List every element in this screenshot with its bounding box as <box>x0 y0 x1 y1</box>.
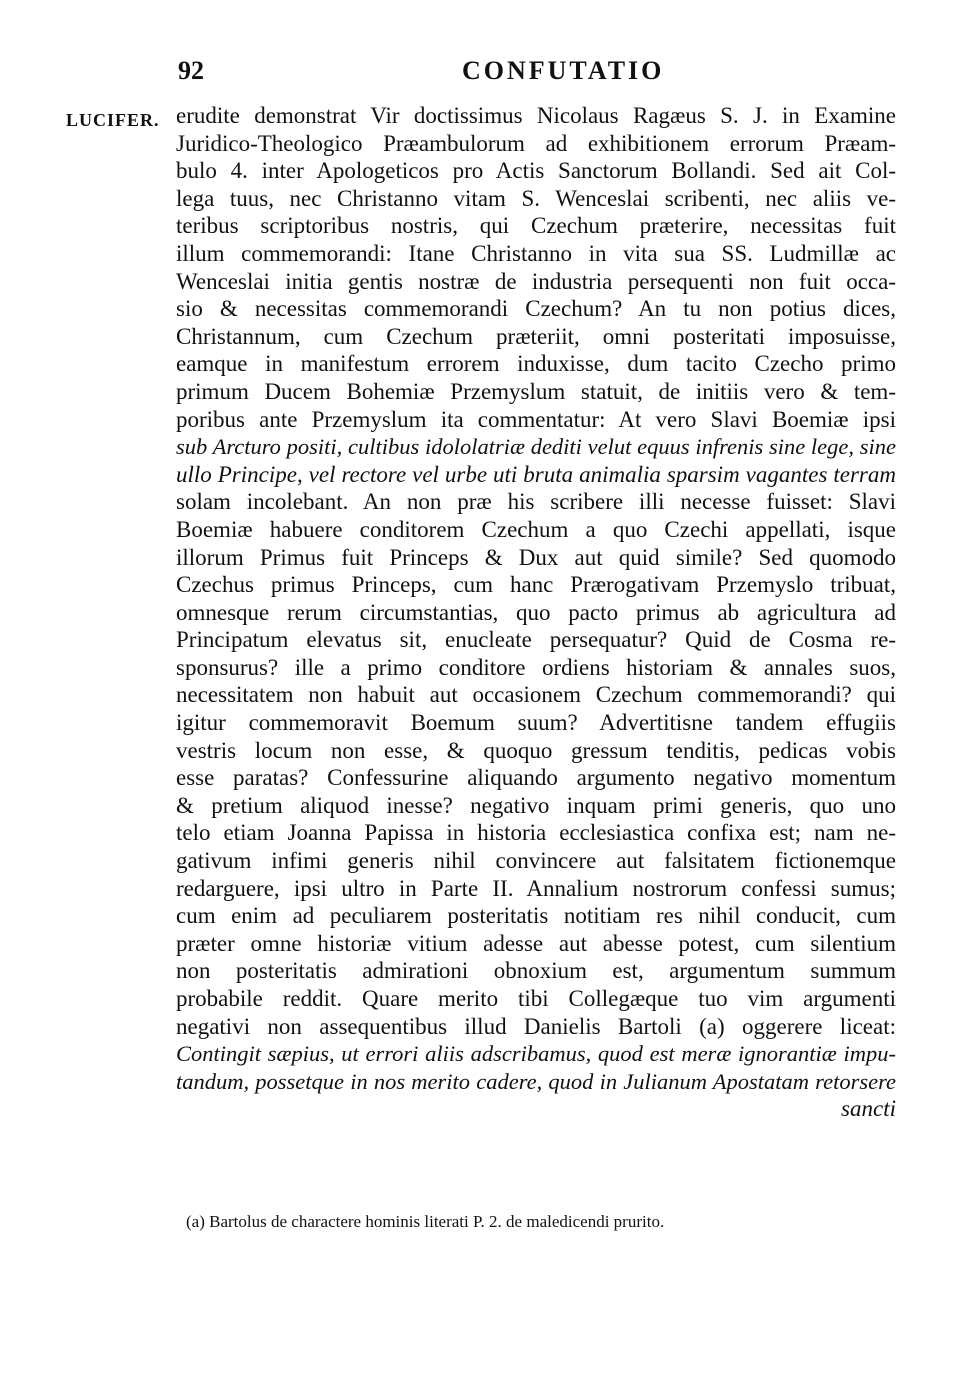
text-line: Czechus primus Princeps, cum hanc Prærogativam Przemyslo tribuat, <box>176 572 896 598</box>
footnote: (a) Bartolus de charactere hominis literati P. 2. de maledicendi prurito. <box>186 1212 665 1231</box>
text-line: Contingit sæpius, ut errori aliis adscribamus, quod est meræ ignorantiæ impu- <box>176 1041 896 1067</box>
text-line: sub Arcturo positi, cultibus idololatriæ dediti velut equus infrenis sine lege, sine <box>176 434 896 460</box>
page-number: 92 <box>178 56 204 85</box>
text-line: illum commemorandi: Itane Christanno in vita sua SS. Ludmillæ ac <box>176 240 896 266</box>
text-line: bulo 4. inter Apologeticos pro Actis Sanctorum Bollandi. Sed ait Col- <box>176 158 896 184</box>
text-line: Principatum elevatus sit, enucleate persequatur? Quid de Cosma re- <box>176 627 896 653</box>
text-line: sancti <box>841 1096 896 1122</box>
text-line: negativi non assequentibus illud Danielis Bartoli (a) oggerere liceat: <box>176 1013 896 1039</box>
text-line: Christannum, cum Czechum præteriit, omni posteritati imposuisse, <box>176 323 896 349</box>
text-line: solam incolebant. An non præ his scribere illi necesse fuisset: Slavi <box>176 489 896 515</box>
text-line: Boemiæ habuere conditorem Czechum a quo Czechi appellati, isque <box>176 516 896 542</box>
text-line: poribus ante Przemyslum ita commentatur: At vero Slavi Boemiæ ipsi <box>176 406 896 432</box>
text-line: lega tuus, nec Christanno vitam S. Wenceslai scribenti, nec aliis ve- <box>176 185 896 211</box>
text-line: sio & necessitas commemorandi Czechum? An tu non potius dices, <box>176 296 896 322</box>
text-line: igitur commemoravit Boemum suum? Advertitisne tandem effugiis <box>176 710 896 736</box>
text-line: primum Ducem Bohemiæ Przemyslum statuit, de initiis vero & tem- <box>176 378 896 404</box>
text-line: probabile reddit. Quare merito tibi Collegæque tuo vim argumenti <box>176 986 896 1011</box>
text-line: non posteritatis admirationi obnoxium est, argumentum summum <box>176 958 896 984</box>
text-line: erudite demonstrat Vir doctissimus Nicolaus Ragæus S. J. in Examine <box>176 103 896 128</box>
margin-note: LUCIFER. <box>66 110 160 130</box>
text-line: esse paratas? Confessurine aliquando argumento negativo momentum <box>176 765 896 791</box>
text-line: redarguere, ipsi ultro in Parte II. Annalium nostrorum confessi sumus; <box>176 875 896 901</box>
text-line: tandum, possetque in nos merito cadere, quod in Julianum Apostatam retorsere <box>176 1068 896 1094</box>
text-line: telo etiam Joanna Papissa in historia ecclesiastica confixa est; nam ne- <box>176 820 896 846</box>
text-line: præter omne historiæ vitium adesse aut abesse potest, cum silentium <box>176 930 896 956</box>
body-text <box>176 102 896 1123</box>
text-line: gativum infimi generis nihil convincere aut falsitatem fictionemque <box>176 848 896 874</box>
text-line: illorum Primus fuit Princeps & Dux aut quid simile? Sed quomodo <box>176 544 896 570</box>
text-line: cum enim ad peculiarem posteritatis notitiam res nihil conducit, cum <box>176 903 896 929</box>
text-line: necessitatem non habuit aut occasionem Czechum commemorandi? qui <box>176 682 896 708</box>
text-line: ullo Principe, vel rectore vel urbe uti bruta animalia sparsim vagantes terram <box>176 461 896 487</box>
text-line: Wenceslai initia gentis nostræ de industria persequenti non fuit occa- <box>176 268 896 294</box>
text-line: teribus scriptoribus nostris, qui Czechum præterire, necessitas fuit <box>176 213 896 239</box>
text-line: Juridico-Theologico Præambulorum ad exhibitionem errorum Præam- <box>176 130 896 156</box>
running-title: CONFUTATIO <box>462 56 665 85</box>
text-line: sponsurus? ille a primo conditore ordiens historiam & annales suos, <box>176 654 896 680</box>
text-line: omnesque rerum circumstantias, quo pacto primus ab agricultura ad <box>176 599 896 625</box>
text-line: vestris locum non esse, & quoquo gressum tenditis, pedicas vobis <box>176 737 896 763</box>
text-line: eamque in manifestum errorem induxisse, dum tacito Czecho primo <box>176 351 896 377</box>
text-line: & pretium aliquod inesse? negativo inquam primi generis, quo uno <box>176 792 896 818</box>
